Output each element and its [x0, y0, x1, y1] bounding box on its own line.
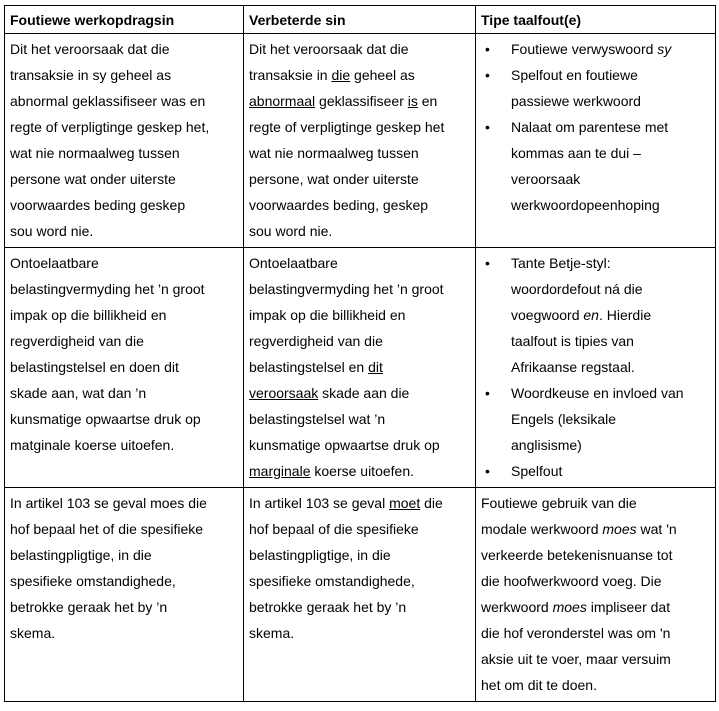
text-segment: persone wat onder uiterste [10, 171, 176, 187]
bullet-item [481, 62, 710, 114]
text-line [10, 594, 238, 620]
text-line [511, 88, 710, 114]
text-segment: kunsmatige opwaartse druk op [10, 411, 201, 427]
text-line [10, 490, 238, 516]
text-segment: transaksie in sy geheel as [10, 67, 172, 83]
text-line [249, 276, 470, 302]
text-segment: Dit het veroorsaak dat die [249, 41, 409, 57]
text-line [249, 568, 470, 594]
text-segment: belastingpligtige, in die [10, 547, 152, 563]
text-line [10, 542, 238, 568]
text-segment: voegwoord [511, 307, 584, 323]
text-line [10, 620, 238, 646]
text-segment: skade aan die [318, 385, 410, 401]
text-segment: belastingstelsel en [249, 359, 369, 375]
text-segment: geheel as [350, 67, 415, 83]
text-segment: sou word nie. [10, 223, 94, 239]
text-segment: die hof veronderstel was om 'n [481, 625, 671, 641]
text-line [481, 620, 710, 646]
text-segment: kommas aan te dui – [511, 145, 641, 161]
text-segment: Spelfout en foutiewe [511, 67, 638, 83]
text-segment: Woordkeuse en invloed van [511, 385, 684, 401]
text-line [249, 432, 470, 458]
text-segment: Dit het veroorsaak dat die [10, 41, 170, 57]
text-segment: betrokke geraak het by ’n [249, 599, 407, 615]
text-segment: transaksie in [249, 67, 332, 83]
text-segment: spesifieke omstandighede, [249, 573, 415, 589]
text-line [10, 406, 238, 432]
text-segment: werkwoordopeenhoping [511, 197, 660, 213]
text-segment: spesifieke omstandighede, [10, 573, 176, 589]
text-segment: die [420, 495, 443, 511]
incorrect-sentence-cell [5, 34, 244, 248]
bullet-icon: • [485, 67, 490, 83]
bullet-item [481, 36, 710, 62]
text-segment: taalfout is tipies van [511, 333, 634, 349]
text-line [249, 140, 470, 166]
text-line [511, 380, 710, 406]
text-segment: matginale koerse uitoefen. [10, 437, 175, 453]
text-line [511, 114, 710, 140]
text-segment: regte of verpligtinge geskep het, [10, 119, 210, 135]
text-line [10, 218, 238, 244]
text-line [10, 302, 238, 328]
text-line [249, 458, 470, 484]
bullet-icon: • [485, 385, 490, 401]
text-line [249, 250, 470, 276]
text-segment: regte of verpligtinge geskep het [249, 119, 445, 135]
text-segment: koerse uitoefen. [310, 463, 414, 479]
text-segment: abnormal geklassifiseer was en [10, 93, 206, 109]
text-line [481, 516, 710, 542]
text-segment: anglisisme) [511, 437, 582, 453]
header-corrected-sentence: Verbeterde sin [244, 6, 476, 34]
bullet-item [481, 380, 710, 458]
text-segment: impak op die billikheid en [10, 307, 167, 323]
text-line [10, 354, 238, 380]
header-row [5, 6, 716, 34]
bullet-icon: • [485, 463, 490, 479]
incorrect-sentence-cell [5, 488, 244, 702]
text-segment: geskep [378, 197, 429, 213]
text-line [249, 114, 470, 140]
error-type-cell [476, 248, 716, 488]
underlined-correction: veroorsaak [249, 385, 319, 401]
text-segment: wat onder uiterste [303, 171, 419, 187]
text-segment: impliseer dat [586, 599, 671, 615]
text-line [10, 88, 238, 114]
text-segment: impak op die billikheid en [249, 307, 406, 323]
text-segment: Foutiewe verwyswoord [511, 41, 658, 57]
text-line [10, 380, 238, 406]
text-line [249, 166, 470, 192]
text-line [249, 516, 470, 542]
text-segment: skema. [249, 625, 295, 641]
text-line [10, 432, 238, 458]
text-segment: skade aan, wat dan ’n [10, 385, 147, 401]
text-line [511, 166, 710, 192]
text-line [10, 328, 238, 354]
text-segment: voorwaardes beding geskep [10, 197, 186, 213]
text-line [249, 88, 470, 114]
text-segment: verkeerde betekenisnuanse tot [481, 547, 673, 563]
text-line [249, 302, 470, 328]
underlined-correction: , [299, 171, 304, 187]
text-line [10, 114, 238, 140]
text-line [10, 166, 238, 192]
bullet-icon: • [485, 119, 490, 135]
header-error-type: Tipe taalfout(e) [476, 6, 716, 34]
text-segment: hof bepaal of die spesifieke [249, 521, 419, 537]
text-segment: het om dit te doen. [481, 677, 597, 693]
underlined-correction: is [407, 93, 418, 109]
text-line [249, 62, 470, 88]
header-incorrect-sentence: Foutiewe werkopdragsin [5, 6, 244, 34]
text-segment: Engels (leksikale [511, 411, 617, 427]
text-segment: aksie uit te voer, maar versuim [481, 651, 671, 667]
text-segment: persone [249, 171, 300, 187]
table-row [5, 34, 716, 248]
text-line [511, 432, 710, 458]
text-line [249, 406, 470, 432]
corrected-sentence-cell [244, 34, 476, 248]
text-segment: regverdigheid van die [10, 333, 144, 349]
text-segment: die hoofwerkwoord voeg. Die [481, 573, 662, 589]
text-line [249, 380, 470, 406]
text-line [10, 250, 238, 276]
text-line [249, 620, 470, 646]
text-line [511, 328, 710, 354]
underlined-correction: abnormaal [249, 93, 316, 109]
underlined-correction: dit [368, 359, 383, 375]
text-line [481, 568, 710, 594]
text-segment: belastingvermyding het ’n groot [10, 281, 205, 297]
text-line [481, 490, 710, 516]
italic-term: en [583, 307, 599, 323]
corrected-sentence-cell [244, 488, 476, 702]
text-line [511, 458, 710, 484]
italic-term: sy [657, 41, 672, 57]
text-segment: Ontoelaatbare [249, 255, 338, 271]
text-line [10, 276, 238, 302]
text-segment: Foutiewe gebruik van die [481, 495, 637, 511]
text-segment: belastingpligtige, in die [249, 547, 391, 563]
text-segment: sou word nie. [249, 223, 333, 239]
text-line [10, 568, 238, 594]
text-segment: en [417, 93, 438, 109]
text-line [10, 516, 238, 542]
error-type-cell [476, 488, 716, 702]
text-line [511, 192, 710, 218]
underlined-correction: die [331, 67, 351, 83]
bullet-item [481, 458, 710, 484]
italic-term: moes [602, 521, 637, 537]
text-segment: Spelfout [511, 463, 563, 479]
italic-term: moes [552, 599, 587, 615]
text-segment: voorwaardes beding [249, 197, 376, 213]
text-segment: passiewe werkwoord [511, 93, 641, 109]
text-segment: wat 'n [636, 521, 677, 537]
text-segment: regverdigheid van die [249, 333, 383, 349]
text-segment: betrokke geraak het by ’n [10, 599, 168, 615]
incorrect-sentence-cell [5, 248, 244, 488]
text-line [511, 302, 710, 328]
text-segment: wat nie normaalweg tussen [10, 145, 180, 161]
text-line [511, 140, 710, 166]
error-type-cell [476, 34, 716, 248]
text-segment: Tante Betje-styl: [511, 255, 611, 271]
underlined-correction: , [375, 197, 379, 213]
text-line [249, 594, 470, 620]
text-line [511, 354, 710, 380]
text-segment: belastingstelsel en doen dit [10, 359, 179, 375]
bullet-icon: • [485, 255, 490, 271]
text-line [511, 36, 710, 62]
text-line [481, 594, 710, 620]
text-segment: wat nie normaalweg tussen [249, 145, 419, 161]
text-segment: In artikel 103 se geval [249, 495, 390, 511]
underlined-correction: marginale [249, 463, 311, 479]
text-segment: belastingvermyding het ’n groot [249, 281, 444, 297]
text-segment: werkwoord [481, 599, 553, 615]
bullet-item [481, 114, 710, 218]
text-segment: In artikel 103 se geval moes die [10, 495, 207, 511]
text-line [511, 276, 710, 302]
text-segment: modale werkwoord [481, 521, 603, 537]
text-segment: Ontoelaatbare [10, 255, 99, 271]
text-segment: woordordefout ná die [511, 281, 643, 297]
text-line [511, 62, 710, 88]
text-segment: kunsmatige opwaartse druk op [249, 437, 440, 453]
text-line [10, 62, 238, 88]
text-segment: belastingstelsel wat ’n [249, 411, 386, 427]
underlined-correction: moet [389, 495, 421, 511]
text-line [249, 218, 470, 244]
text-line [249, 542, 470, 568]
text-segment: Nalaat om parentese met [511, 119, 669, 135]
text-segment: veroorsaak [511, 171, 581, 187]
bullet-item [481, 250, 710, 380]
corrected-sentence-cell [244, 248, 476, 488]
text-segment: skema. [10, 625, 56, 641]
text-line [511, 406, 710, 432]
text-line [481, 542, 710, 568]
text-line [511, 250, 710, 276]
text-line [249, 490, 470, 516]
text-line [10, 140, 238, 166]
text-line [10, 192, 238, 218]
language-error-table [4, 5, 716, 702]
text-segment: hof bepaal het of die spesifieke [10, 521, 204, 537]
text-line [249, 192, 470, 218]
text-segment: geklassifiseer [315, 93, 408, 109]
text-segment: Afrikaanse regstaal. [511, 359, 635, 375]
text-line [481, 672, 710, 698]
table-row [5, 248, 716, 488]
bullet-icon: • [485, 41, 490, 57]
text-line [10, 36, 238, 62]
table-row [5, 488, 716, 702]
text-line [249, 354, 470, 380]
text-line [481, 646, 710, 672]
text-line [249, 36, 470, 62]
text-segment: . Hierdie [598, 307, 652, 323]
text-line [249, 328, 470, 354]
